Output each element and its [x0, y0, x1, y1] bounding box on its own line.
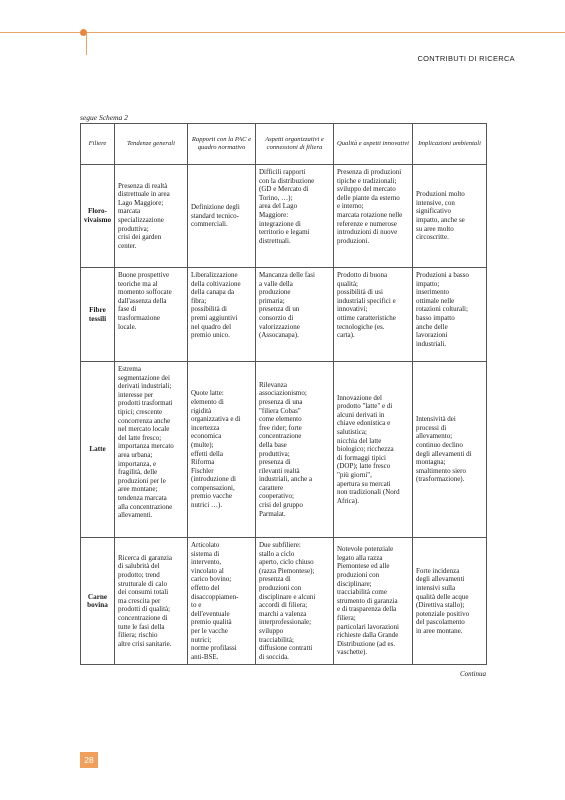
schema-label: segue Schema 2 — [80, 113, 128, 122]
table-header-row — [81, 124, 487, 165]
column-header-tendenze: Tendenze generali — [115, 124, 188, 165]
pac-cell: Quote latte: elemento di rigidità organizzativa e di incertezza economica (multe); effetti della Riforma Fischler (introduzione di compensazioni, premio vacche nutrici …). — [188, 362, 256, 538]
column-header-filiere: Filiere — [81, 124, 115, 165]
filiera-cell: Latte — [81, 362, 115, 538]
tendenze-cell: Estrema segmentazione dei derivati industriali; interesse per prodotti trasformati tipici; crescente concorrenza anche nel mercato locale del latte fresco; importanza mercato area urbana; importanza, e fragilità, delle produzioni per le aree montane; tendenza marcata alla concentrazione allevamenti. — [115, 362, 188, 538]
table-row — [81, 268, 487, 362]
continua-label: Continua — [459, 670, 486, 678]
pac-cell: Definizione degli standard tecnico- commerciali. — [188, 165, 256, 268]
table-row — [81, 538, 487, 665]
aspetti-cell: Difficili rapporti con la distribuzione (GD e Mercato di Torino, …); area del Lago Maggiore: integrazione di territorio e legami distrettuali. — [256, 165, 334, 268]
aspetti-cell: Rilevanza associazionismo; presenza di una "filiera Cobas" come elemento free rider; forte concentrazione della base produttiva; presenza di rilevanti realtà industriali, anche a carattere cooperativo; crisi del gruppo Parmalat. — [256, 362, 334, 538]
tendenze-cell: Presenza di realtà distrettuale in area Lago Maggiore; marcata specializzazione produttiva; crisi dei garden center. — [115, 165, 188, 268]
filiera-cell: Carne bovina — [81, 538, 115, 665]
ambientali-cell: Intensività dei processi di allevamento; continuo declino degli allevamenti di montagna; smaltimento siero (trasformazione). — [413, 362, 487, 538]
aspetti-cell: Due subfiliere: stallo a ciclo aperto, ciclo chiuso (razza Piemontese); presenza di produzioni con disciplinare e alcuni accordi di filiera; marchi a valenza interprofessionale; sviluppo tracciabilità; diffusione contratti di soccida. — [256, 538, 334, 665]
table-row — [81, 165, 487, 268]
page-number: 28 — [80, 752, 98, 768]
qualita-cell: Presenza di produzioni tipiche e tradizionali; sviluppo del mercato delle piante da esterno e interno; marcata rotazione nelle referenze e numerose introduzioni di nuove produzioni. — [334, 165, 413, 268]
column-header-aspetti: Aspetti organizzativi e connessioni di filiera — [256, 124, 334, 165]
header-accent-bracket — [86, 33, 101, 55]
qualita-cell: Innovazione del prodotto "latte" e di alcuni derivati in chiave edonistica e salutistica; nicchia del latte biologico; ricchezza di formaggi tipici (DOP); latte fresco "più giorni", apertura su mercati non tradizionali (Nord Africa). — [334, 362, 413, 538]
tendenze-cell: Ricerca di garanzia di salubrità del prodotto; trend strutturale di calo dei consumi totali ma crescita per prodotti di qualità; concentrazione di tutte le fasi della filiera; rischio altre crisi sanitarie. — [115, 538, 188, 665]
pac-cell: Liberalizzazione della coltivazione della canapa da fibra; possibilità di premi aggiuntivi nel quadro del premio unico. — [188, 268, 256, 362]
ambientali-cell: Produzioni molto intensive, con significativo impatto, anche se su aree molto circoscritte. — [413, 165, 487, 268]
tendenze-cell: Buone prospettive teoriche ma al momento soffocate dall'assenza della fase di trasformazione locale. — [115, 268, 188, 362]
ambientali-cell: Produzioni a basso impatto; inserimento ottimale nelle rotazioni colturali; basso impatto anche delle lavorazioni industriali. — [413, 268, 487, 362]
table-row — [81, 362, 487, 538]
filiera-cell: Floro- vivaismo — [81, 165, 115, 268]
column-header-ambientali: Implicazioni ambientali — [413, 124, 487, 165]
ambientali-cell: Forte incidenza degli allevamenti intensivi sulla qualità delle acque (Direttiva stallo); potenziale positivo del pascolamento in aree montane. — [413, 538, 487, 665]
qualita-cell: Prodotto di buona qualità; possibilità di usi industriali specifici e innovativi; ottime caratteristiche tecnologiche (es. carta). — [334, 268, 413, 362]
schema-table — [80, 123, 487, 665]
column-header-qualita: Qualità e aspetti innovativi — [334, 124, 413, 165]
section-title: CONTRIBUTI DI RICERCA — [417, 54, 515, 63]
qualita-cell: Notevole potenziale legato alla razza Piemontese ed alle produzioni con disciplinare; tracciabilità come strumento di garanzia e di trasparenza della filiera; particolari lavorazioni richieste dalla Grande Distribuzione (ad es. vaschette). — [334, 538, 413, 665]
column-header-pac: Rapporti con la PAC e quadro normativo — [188, 124, 256, 165]
filiera-cell: Fibre tessili — [81, 268, 115, 362]
pac-cell: Articolato sistema di intervento, vincolato al carico bovino; effetto del disaccoppiamen- to e dell'eventuale premio qualità per le vacche nutrici; norme profilassi anti-BSE. — [188, 538, 256, 665]
aspetti-cell: Mancanza delle fasi a valle della produzione primaria; presenza di un consorzio di valorizzazione (Assocanapa). — [256, 268, 334, 362]
